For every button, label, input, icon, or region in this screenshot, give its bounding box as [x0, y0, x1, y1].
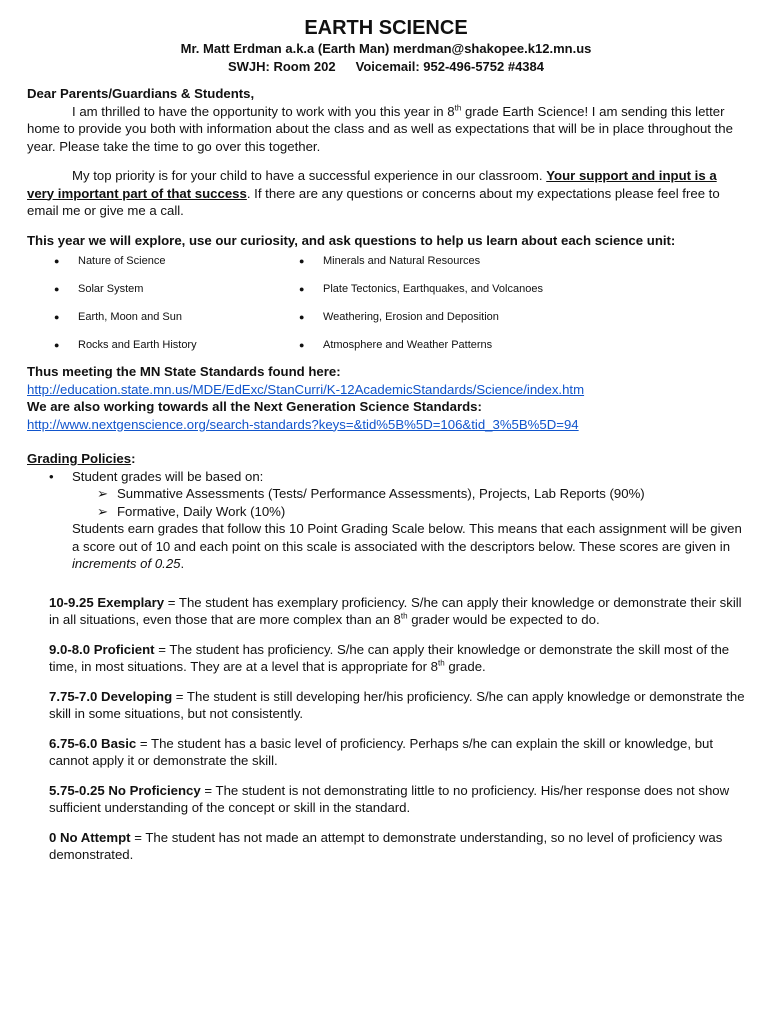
document-page: [27, 14, 745, 864]
priority-text-a: My top priority is for your child to have a successful experience in our classroom.: [72, 168, 547, 183]
scale-italic-text: increments of 0.25: [72, 556, 181, 571]
list-item: [299, 307, 499, 327]
scale-end: .: [180, 556, 185, 571]
room-text: SWJH: Room 202: [227, 59, 336, 74]
level-range: 0 No Attempt: [49, 829, 131, 845]
grading-levels: [27, 594, 745, 864]
bullet-icon: ●: [54, 312, 60, 322]
ngss-label: We are also working towards all the Next Generation Science Standards:: [27, 399, 482, 414]
grading-heading-text: Grading Policies: [27, 451, 132, 466]
voicemail-text: Voicemail: 952-496-5752 #4384: [355, 59, 545, 74]
level-text-a: = The student has exemplary proficiency. S/he can apply their knowledge or demonstrate their skill in all situations, even those that are more complex than an 8: [49, 594, 742, 627]
unit-label: Solar System: [78, 283, 144, 295]
level-text-a: = The student is still developing her/his proficiency. S/he can apply knowledge or demonstrate the skill in some situations, but not consistently.: [49, 688, 745, 721]
summative-text: Summative Assessments (Tests/ Performance Assessments), Projects, Lab Reports (90%): [117, 486, 645, 501]
grades-based-on-text: Student grades will be based on:: [72, 468, 264, 484]
list-item: [299, 335, 492, 355]
bullet-icon: ●: [299, 312, 305, 322]
bullet-icon: •: [49, 468, 54, 484]
priority-bold-text: Your support and input is a very important part of that success: [27, 168, 717, 201]
grade-level-item: [27, 641, 745, 676]
priority-text-b: . If there are any questions or concerns about my expectations please feel free to email me or give me a call.: [27, 185, 720, 218]
ngss-link[interactable]: http://www.nextgenscience.org/search-standards?keys=&tid%5B%5D=106&tid_3%5B%5D=94: [27, 416, 579, 432]
page-title: EARTH SCIENCE: [304, 17, 468, 39]
teacher-contact-line: Mr. Matt Erdman a.k.a (Earth Man) merdman@shakopee.k12.mn.us: [180, 41, 592, 56]
unit-label: Minerals and Natural Resources: [323, 255, 481, 267]
grading-heading: [27, 450, 745, 468]
grade-level-item: [27, 782, 745, 817]
arrow-bullet-icon: ➢: [97, 486, 109, 501]
formative-text: Formative, Daily Work (10%): [117, 503, 286, 519]
formative-item: [27, 503, 745, 521]
grading-scale-description: [27, 520, 745, 573]
level-range: 5.75-0.25 No Proficiency: [49, 782, 201, 798]
list-item: [299, 251, 480, 271]
bullet-icon: ●: [54, 340, 60, 350]
room-voicemail-line: [27, 58, 745, 76]
list-item: [27, 335, 197, 355]
grade-level-item: [27, 594, 745, 629]
salutation: Dear Parents/Guardians & Students,: [27, 86, 255, 101]
intro-text-a: I am thrilled to have the opportunity to work with you this year in 8: [72, 103, 455, 119]
mn-standards-label: Thus meeting the MN State Standards found here:: [27, 364, 341, 379]
level-sup: th: [437, 658, 445, 668]
grade-level-item: [27, 829, 745, 864]
level-range: 6.75-6.0 Basic: [49, 735, 137, 751]
unit-label: Earth, Moon and Sun: [78, 311, 182, 323]
level-sup: th: [400, 611, 408, 621]
list-item: [299, 279, 543, 299]
scale-desc-text: Students earn grades that follow this 10 Point Grading Scale below. This means that each assignment will be given a score out of 10 and each point on this scale is associated with the descriptors below. These scores are given in: [72, 521, 742, 554]
mn-standards-link[interactable]: http://education.state.mn.us/MDE/EdExc/StanCurri/K-12AcademicStandards/Science/index.htm: [27, 381, 585, 397]
units-intro: This year we will explore, use our curiosity, and ask questions to help us learn about each science unit:: [27, 232, 676, 248]
unit-label: Plate Tectonics, Earthquakes, and Volcanoes: [323, 283, 543, 295]
bullet-icon: ●: [54, 256, 60, 266]
level-text-a: = The student has proficiency. S/he can apply their knowledge or demonstrate the skill most of the time, in most situations. They are at a level that is appropriate for 8: [49, 641, 730, 674]
priority-paragraph: [27, 167, 745, 220]
unit-label: Rocks and Earth History: [78, 339, 197, 351]
grading-colon: :: [131, 451, 136, 466]
units-list: [27, 251, 745, 363]
bullet-icon: ●: [54, 284, 60, 294]
level-text-a: = The student has a basic level of proficiency. Perhaps s/he can explain the skill or knowledge, but cannot apply it or demonstrate the skill.: [49, 735, 714, 768]
level-text-a: = The student is not demonstrating little to no proficiency. His/her response does not show sufficient understanding of the concept or skill in the standard.: [49, 782, 730, 815]
intro-paragraph: [27, 103, 745, 156]
intro-sup: th: [454, 103, 462, 113]
level-range: 7.75-7.0 Developing: [49, 688, 173, 704]
list-item: [27, 251, 165, 271]
level-range: 10-9.25 Exemplary: [49, 594, 165, 610]
grade-level-item: [27, 735, 745, 770]
unit-label: Nature of Science: [78, 255, 166, 267]
level-text-b: grade.: [444, 659, 486, 674]
list-item: [27, 279, 143, 299]
intro-text-b: grade Earth Science! I am sending this letter home to provide you both with information about the class and as well as expectations that will be in place throughout the year. Please take the time to go over this together.: [27, 103, 733, 154]
bullet-icon: ●: [299, 256, 305, 266]
level-text-b: grader would be expected to do.: [407, 612, 600, 627]
unit-label: Weathering, Erosion and Deposition: [323, 311, 499, 323]
grades-based-on: [27, 468, 745, 486]
arrow-bullet-icon: ➢: [97, 503, 109, 519]
level-text-a: = The student has not made an attempt to demonstrate understanding, so no level of proficiency was demonstrated.: [49, 829, 723, 862]
unit-label: Atmosphere and Weather Patterns: [323, 339, 493, 351]
level-range: 9.0-8.0 Proficient: [49, 641, 155, 657]
grade-level-item: [27, 688, 745, 723]
summative-item: [27, 485, 745, 503]
list-item: [27, 307, 182, 327]
bullet-icon: ●: [299, 340, 305, 350]
bullet-icon: ●: [299, 284, 305, 294]
